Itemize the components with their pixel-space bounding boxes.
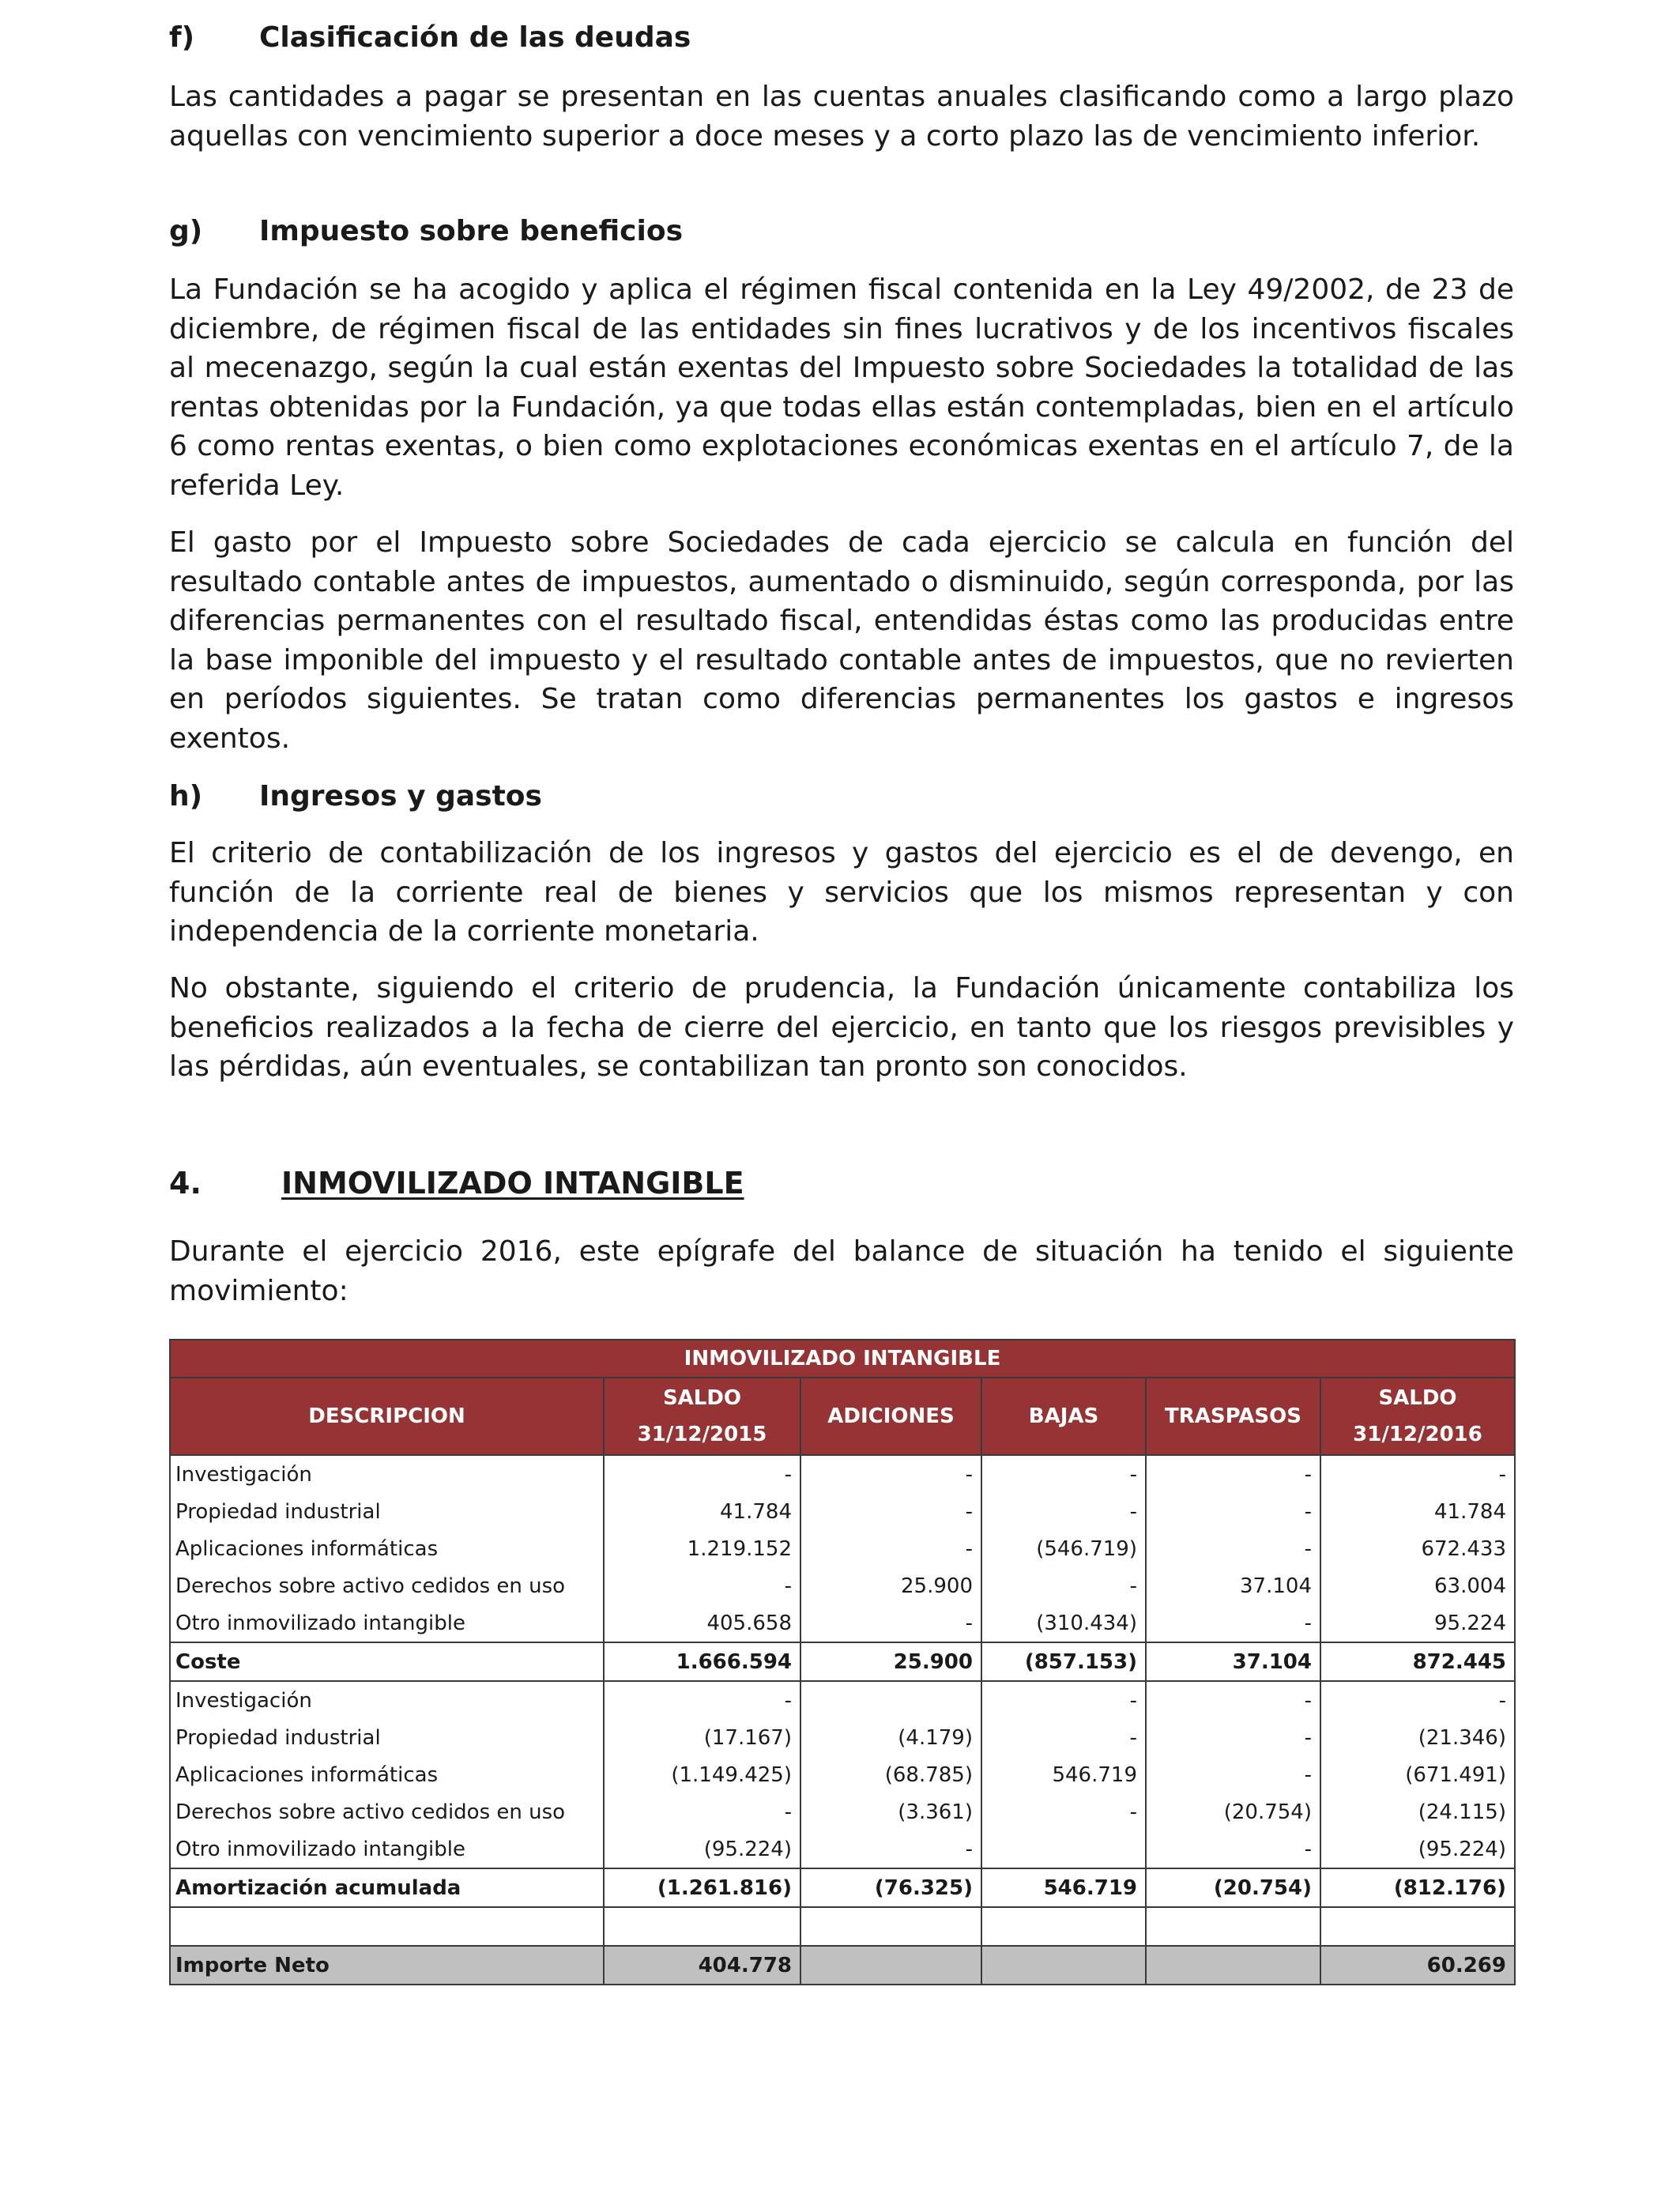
row-value: 25.900 — [800, 1642, 981, 1681]
row-description: Coste — [170, 1642, 604, 1681]
row-value — [1146, 1907, 1320, 1946]
row-value: 60.269 — [1320, 1946, 1515, 1985]
row-value: - — [981, 1493, 1146, 1530]
row-value — [981, 1907, 1146, 1946]
row-value: (76.325) — [800, 1868, 981, 1907]
row-value: (95.224) — [604, 1830, 800, 1868]
row-value — [800, 1681, 981, 1719]
row-value: (4.179) — [800, 1719, 981, 1756]
row-description: Propiedad industrial — [170, 1493, 604, 1530]
table-body — [170, 1455, 1515, 1985]
header-saldo-2016-line2: 31/12/2016 — [1353, 1423, 1482, 1446]
table-row — [170, 1604, 1515, 1642]
row-value: 41.784 — [604, 1493, 800, 1530]
section-f-heading — [169, 21, 691, 55]
row-value: 37.104 — [1146, 1642, 1320, 1681]
section-h-paragraph-1: El criterio de contabilización de los ingresos y gastos del ejercicio es el de devengo, en función de la corriente real de bienes y servicios que los mismos representan y con independencia de la corriente monetaria. — [169, 837, 1514, 948]
section-g-heading — [169, 214, 683, 249]
section-h-heading — [169, 779, 542, 814]
row-description — [170, 1907, 604, 1946]
section-f-letter: f) — [169, 21, 195, 54]
row-value: (20.754) — [1146, 1793, 1320, 1830]
row-value: - — [1146, 1455, 1320, 1493]
header-saldo-2015 — [604, 1378, 800, 1455]
table-title: INMOVILIZADO INTANGIBLE — [170, 1340, 1515, 1378]
row-value — [1146, 1946, 1320, 1985]
row-value: (812.176) — [1320, 1868, 1515, 1907]
header-bajas: BAJAS — [981, 1378, 1146, 1455]
table-row — [170, 1567, 1515, 1604]
row-value: - — [1146, 1530, 1320, 1567]
row-value: 37.104 — [1146, 1567, 1320, 1604]
row-description: Derechos sobre activo cedidos en uso — [170, 1567, 604, 1604]
row-description: Aplicaciones informáticas — [170, 1530, 604, 1567]
row-value: 404.778 — [604, 1946, 800, 1985]
row-description: Aplicaciones informáticas — [170, 1756, 604, 1793]
row-value: - — [1146, 1719, 1320, 1756]
header-saldo-2015-line2: 31/12/2015 — [637, 1423, 767, 1446]
row-value: 1.219.152 — [604, 1530, 800, 1567]
row-value: (20.754) — [1146, 1868, 1320, 1907]
header-traspasos: TRASPASOS — [1146, 1378, 1320, 1455]
row-description: Amortización acumulada — [170, 1868, 604, 1907]
row-value: (1.149.425) — [604, 1756, 800, 1793]
table-total-row — [170, 1642, 1515, 1681]
row-value: (671.491) — [1320, 1756, 1515, 1793]
row-value: (3.361) — [800, 1793, 981, 1830]
row-value: - — [1146, 1756, 1320, 1793]
table-header-row — [170, 1378, 1515, 1455]
header-descripcion: DESCRIPCION — [170, 1378, 604, 1455]
row-value: - — [1146, 1604, 1320, 1642]
row-value: (1.261.816) — [604, 1868, 800, 1907]
table-row — [170, 1830, 1515, 1868]
section-h-letter: h) — [169, 780, 203, 812]
row-value: 546.719 — [981, 1868, 1146, 1907]
row-value: (310.434) — [981, 1604, 1146, 1642]
section-g-paragraph-2: El gasto por el Impuesto sobre Sociedades de cada ejercicio se calcula en función del resultado contable antes de impuestos, aumentado o disminuido, según corresponda, por las diferencias permanentes con el resultado fiscal, entendidas éstas como las producidas entre la base imponible del impuesto y el resultado contable antes de impuestos, que no revierten en períodos siguientes. Se tratan como diferencias permanentes los gastos e ingresos exentos. — [169, 526, 1514, 755]
table-row — [170, 1530, 1515, 1567]
section-f-paragraph-1: Las cantidades a pagar se presentan en las cuentas anuales clasificando como a largo plazo aquellas con vencimiento superior a doce meses y a corto plazo las de vencimiento inferior. — [169, 81, 1514, 153]
row-value: 1.666.594 — [604, 1642, 800, 1681]
row-value: - — [981, 1455, 1146, 1493]
row-value: 25.900 — [800, 1567, 981, 1604]
table-net-row — [170, 1946, 1515, 1985]
row-description: Investigación — [170, 1455, 604, 1493]
row-value: (857.153) — [981, 1642, 1146, 1681]
row-value: - — [604, 1455, 800, 1493]
table-row — [170, 1455, 1515, 1493]
row-value: - — [800, 1830, 981, 1868]
section-h-paragraph-2: No obstante, siguiendo el criterio de prudencia, la Fundación únicamente contabiliza los beneficios realizados a la fecha de cierre del ejercicio, en tanto que los riesgos previsibles y las pérdidas, aún eventuales, se contabilizan tan pronto son conocidos. — [169, 972, 1514, 1083]
table-row — [170, 1719, 1515, 1756]
row-description: Otro inmovilizado intangible — [170, 1604, 604, 1642]
row-value: 41.784 — [1320, 1493, 1515, 1530]
row-value: (546.719) — [981, 1530, 1146, 1567]
row-value: - — [800, 1455, 981, 1493]
table-row — [170, 1793, 1515, 1830]
row-value: (68.785) — [800, 1756, 981, 1793]
table-row — [170, 1907, 1515, 1946]
row-value: - — [800, 1530, 981, 1567]
row-description: Propiedad industrial — [170, 1719, 604, 1756]
table-row — [170, 1493, 1515, 1530]
section-4-number: 4. — [169, 1166, 202, 1201]
table-total-row — [170, 1868, 1515, 1907]
section-4-intro: Durante el ejercicio 2016, este epígrafe del balance de situación ha tenido el siguiente movimiento: — [169, 1235, 1514, 1307]
row-value: - — [981, 1567, 1146, 1604]
row-description: Otro inmovilizado intangible — [170, 1830, 604, 1868]
section-g-paragraph-1: La Fundación se ha acogido y aplica el régimen fiscal contenida en la Ley 49/2002, de 23 de diciembre, de régimen fiscal de las entidades sin fines lucrativos y de los incentivos fiscales al mecenazgo, según la cual están exentas del Impuesto sobre Sociedades la totalidad de las rentas obtenidas por la Fundación, ya que todas ellas están contempladas, bien en el artículo 6 como rentas exentas, o bien como explotaciones económicas exentas en el artículo 7, de la referida Ley. — [169, 273, 1514, 502]
row-value: - — [1146, 1493, 1320, 1530]
row-value — [1320, 1907, 1515, 1946]
header-adiciones: ADICIONES — [800, 1378, 981, 1455]
header-saldo-2016 — [1320, 1378, 1515, 1455]
section-h-title: Ingresos y gastos — [259, 780, 542, 812]
header-saldo-2016-line1: SALDO — [1378, 1386, 1457, 1410]
row-value: (21.346) — [1320, 1719, 1515, 1756]
row-value: - — [800, 1493, 981, 1530]
row-value: - — [981, 1719, 1146, 1756]
section-g-title: Impuesto sobre beneficios — [259, 215, 684, 247]
row-value: 672.433 — [1320, 1530, 1515, 1567]
section-g-letter: g) — [169, 215, 203, 247]
row-value — [981, 1830, 1146, 1868]
row-value: - — [1320, 1681, 1515, 1719]
row-value: - — [800, 1604, 981, 1642]
row-value: (17.167) — [604, 1719, 800, 1756]
table-title-row — [170, 1340, 1515, 1378]
row-value: 872.445 — [1320, 1642, 1515, 1681]
table-row — [170, 1681, 1515, 1719]
row-value: 405.658 — [604, 1604, 800, 1642]
row-value: - — [1146, 1830, 1320, 1868]
section-f-title: Clasificación de las deudas — [259, 21, 691, 54]
row-value: 95.224 — [1320, 1604, 1515, 1642]
intangible-assets-table — [169, 1339, 1516, 1985]
row-value — [981, 1946, 1146, 1985]
row-value: (95.224) — [1320, 1830, 1515, 1868]
row-value: - — [604, 1681, 800, 1719]
row-value — [604, 1907, 800, 1946]
row-value: (24.115) — [1320, 1793, 1515, 1830]
row-value: - — [1320, 1455, 1515, 1493]
row-value: - — [604, 1793, 800, 1830]
header-saldo-2015-line1: SALDO — [662, 1386, 742, 1410]
section-4-heading — [169, 1165, 744, 1201]
table-row — [170, 1756, 1515, 1793]
row-value: - — [981, 1681, 1146, 1719]
row-value: 546.719 — [981, 1756, 1146, 1793]
row-description: Derechos sobre activo cedidos en uso — [170, 1793, 604, 1830]
row-value: - — [1146, 1681, 1320, 1719]
row-value: - — [604, 1567, 800, 1604]
row-description: Investigación — [170, 1681, 604, 1719]
row-value: 63.004 — [1320, 1567, 1515, 1604]
row-value — [800, 1907, 981, 1946]
section-4-title: INMOVILIZADO INTANGIBLE — [281, 1166, 744, 1201]
row-description: Importe Neto — [170, 1946, 604, 1985]
row-value — [800, 1946, 981, 1985]
row-value: - — [981, 1793, 1146, 1830]
